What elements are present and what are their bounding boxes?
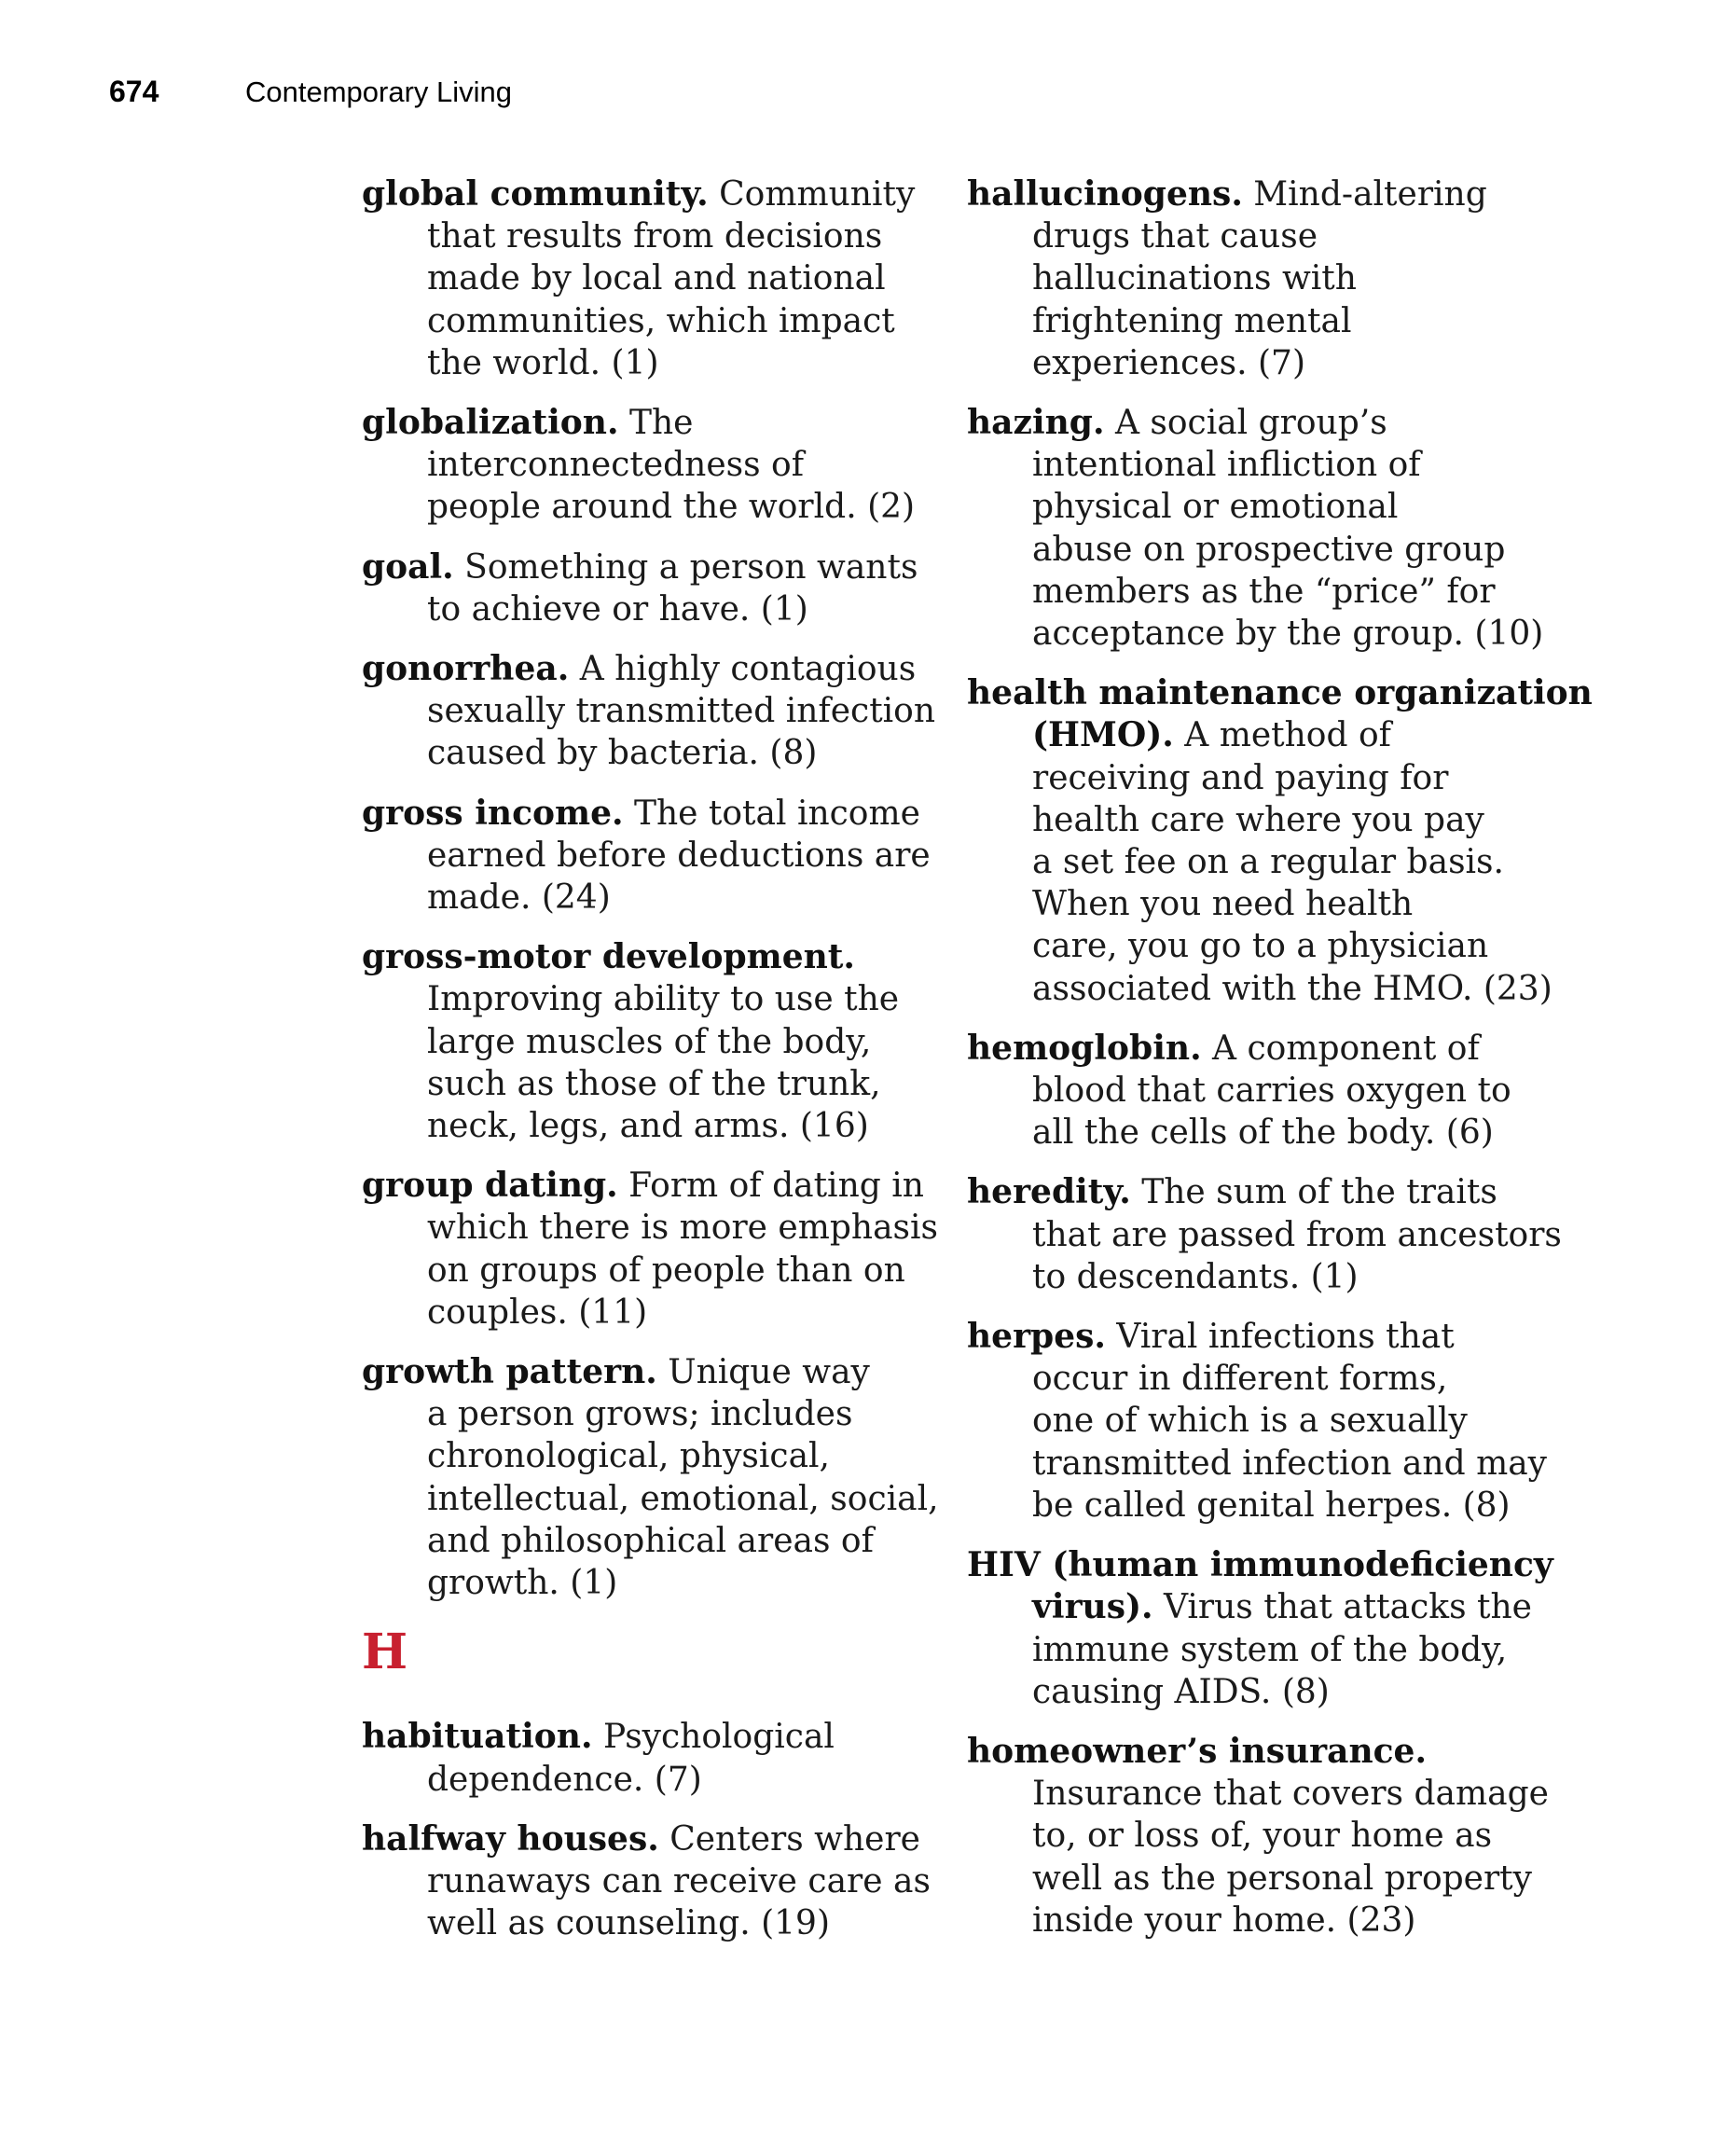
glossary-term: health maintenance organization — [967, 673, 1593, 713]
entry-line — [362, 1250, 931, 1292]
entry-line — [362, 1562, 931, 1604]
entry-line — [362, 978, 931, 1020]
glossary-entries-h-continued — [967, 173, 1593, 1942]
glossary-term: goal. — [362, 546, 454, 587]
entry-line — [362, 1292, 931, 1334]
entry-first-line — [967, 1544, 1553, 1586]
entry-line — [967, 215, 1545, 257]
glossary-entry — [362, 648, 936, 775]
entry-line — [967, 300, 1545, 342]
entry-line — [967, 799, 1545, 841]
definition-text: that are passed from ancestors — [1032, 1215, 1562, 1254]
entry-line — [967, 1586, 1545, 1628]
definition-text: made by local and national — [427, 259, 886, 298]
glossary-entry — [362, 793, 931, 919]
entry-line — [967, 1214, 1562, 1256]
entry-line — [362, 877, 931, 919]
entry-first-line — [362, 173, 931, 215]
entry-line — [967, 757, 1545, 799]
definition-text: large muscles of the body, — [427, 1022, 872, 1061]
definition-text: The total income — [623, 794, 920, 833]
glossary-entry — [362, 1818, 931, 1945]
section-letter-heading: H — [362, 1624, 408, 1681]
entry-line — [967, 1400, 1545, 1442]
definition-text: When you need health — [1032, 885, 1414, 924]
glossary-term: hallucinogens. — [967, 174, 1243, 214]
definition-text: to, or loss of, your home as — [1032, 1817, 1493, 1856]
definition-text: Psychological — [592, 1718, 835, 1757]
entry-first-line — [362, 1165, 931, 1207]
glossary-entries-h — [362, 1716, 931, 1944]
definition-text: health care where you pay — [1032, 800, 1484, 839]
entry-line — [362, 588, 931, 630]
entry-line — [967, 1070, 1545, 1112]
definition-text: earned before deductions are — [427, 836, 931, 875]
definition-text: drugs that cause — [1032, 217, 1318, 256]
entry-line — [967, 1629, 1545, 1671]
entry-line — [362, 1759, 931, 1801]
glossary-entry — [967, 1544, 1553, 1713]
entry-line — [362, 1860, 931, 1902]
entry-line — [362, 215, 931, 257]
glossary-column-left — [362, 173, 939, 1962]
entry-line — [362, 1902, 931, 1944]
definition-text: growth. (1) — [427, 1564, 618, 1603]
glossary-term: gross-motor development. — [362, 937, 855, 977]
definition-text: which there is more emphasis — [427, 1209, 939, 1248]
entry-first-line — [967, 1028, 1545, 1070]
definition-text: to descendants. (1) — [1032, 1257, 1359, 1296]
entry-first-line — [362, 402, 931, 444]
definition-text: inside your home. (23) — [1032, 1900, 1416, 1940]
glossary-entry — [967, 672, 1593, 1010]
entry-first-line — [362, 1351, 931, 1393]
entry-first-line — [362, 648, 931, 690]
definition-text: and philosophical areas of — [427, 1521, 874, 1560]
definition-text: dependence. (7) — [427, 1760, 702, 1799]
glossary-term: hazing. — [967, 403, 1105, 443]
running-title: Contemporary Living — [245, 76, 513, 108]
entry-line — [967, 529, 1545, 571]
definition-text: The — [618, 404, 694, 443]
definition-text: couples. (11) — [427, 1292, 648, 1332]
entry-line — [967, 883, 1545, 925]
entry-line — [967, 1773, 1549, 1815]
entry-line — [967, 968, 1552, 1010]
definition-text: intellectual, emotional, social, — [427, 1479, 939, 1518]
definition-text: sexually transmitted infection — [427, 692, 936, 731]
glossary-entry — [362, 936, 931, 1147]
glossary-term: global community. — [362, 174, 709, 214]
definition-text: care, you go to a physician — [1032, 927, 1489, 966]
glossary-entry — [362, 1716, 931, 1800]
glossary-term: gross income. — [362, 793, 624, 833]
glossary-entry — [967, 1731, 1549, 1942]
definition-text: made. (24) — [427, 878, 611, 918]
definition-text: Viral infections that — [1105, 1318, 1455, 1357]
definition-text: interconnectedness of — [427, 446, 805, 485]
definition-text: physical or emotional — [1032, 488, 1399, 527]
definition-text: such as those of the trunk, — [427, 1064, 881, 1103]
definition-text: on groups of people than on — [427, 1251, 905, 1290]
definition-text: a person grows; includes — [427, 1395, 853, 1434]
entry-line — [967, 1256, 1545, 1298]
glossary-entry — [967, 1171, 1562, 1298]
entry-line — [967, 925, 1545, 967]
entry-line — [362, 1393, 931, 1435]
glossary-term: hemoglobin. — [967, 1028, 1202, 1068]
entry-line — [362, 1063, 931, 1105]
definition-text: Unique way — [656, 1353, 870, 1392]
definition-text: Improving ability to use the — [427, 980, 900, 1019]
glossary-term: habituation. — [362, 1717, 593, 1757]
entry-line — [967, 1900, 1545, 1942]
definition-text: well as the personal property — [1032, 1859, 1532, 1898]
glossary-term: (HMO). — [1032, 715, 1174, 755]
glossary-entry — [362, 546, 931, 630]
entry-line — [967, 1671, 1545, 1713]
definition-text: Something a person wants — [453, 547, 918, 587]
entry-line — [362, 732, 931, 774]
entry-line — [967, 1815, 1545, 1857]
definition-text: frightening mental — [1032, 301, 1352, 340]
entry-line — [362, 1105, 931, 1147]
entry-line — [362, 1478, 939, 1520]
definition-text: The sum of the traits — [1130, 1173, 1497, 1212]
glossary-term: globalization. — [362, 403, 619, 443]
page-number: 674 — [109, 75, 159, 108]
glossary-column-right — [967, 173, 1593, 1959]
glossary-term: gonorrhea. — [362, 649, 570, 689]
definition-text: neck, legs, and arms. (16) — [427, 1107, 869, 1146]
glossary-term: growth pattern. — [362, 1352, 657, 1392]
glossary-entry — [362, 1165, 939, 1334]
definition-text: members as the “price” for — [1032, 572, 1496, 611]
definition-text: A component of — [1201, 1029, 1480, 1068]
entry-line — [362, 300, 931, 342]
entry-line — [967, 1485, 1545, 1527]
entry-line — [967, 1443, 1548, 1485]
entry-line — [362, 1207, 939, 1249]
glossary-entry — [967, 1028, 1545, 1154]
definition-text: causing AIDS. (8) — [1032, 1672, 1330, 1711]
glossary-entry — [362, 402, 931, 529]
entry-line — [967, 257, 1545, 299]
entry-line — [967, 714, 1545, 756]
definition-text: runaways can receive care as — [427, 1861, 931, 1900]
glossary-entry — [967, 402, 1545, 655]
entry-line — [362, 257, 931, 299]
entry-line — [967, 841, 1545, 883]
definition-text: all the cells of the body. (6) — [1032, 1113, 1494, 1153]
glossary-term: herpes. — [967, 1317, 1106, 1357]
glossary-entries-g — [362, 173, 939, 1604]
glossary-term: heredity. — [967, 1172, 1131, 1212]
entry-line — [362, 1021, 931, 1063]
definition-text: a set fee on a regular basis. — [1032, 843, 1504, 882]
entry-line — [362, 486, 931, 528]
definition-text: transmitted infection and may — [1032, 1444, 1548, 1483]
definition-text: one of which is a sexually — [1032, 1402, 1468, 1441]
definition-text: that results from decisions — [427, 217, 883, 256]
definition-text: Insurance that covers damage — [1032, 1775, 1549, 1814]
definition-text: the world. (1) — [427, 343, 659, 382]
entry-line — [967, 613, 1545, 655]
definition-text: acceptance by the group. (10) — [1032, 615, 1544, 654]
definition-text: A highly contagious — [569, 650, 917, 689]
entry-line — [967, 486, 1545, 528]
definition-text: A social group’s — [1104, 404, 1387, 443]
entry-line — [967, 1358, 1545, 1400]
entry-first-line — [362, 793, 931, 835]
entry-line — [967, 1112, 1545, 1154]
definition-text: associated with the HMO. (23) — [1032, 969, 1552, 1008]
entry-first-line — [967, 402, 1545, 444]
definition-text: blood that carries oxygen to — [1032, 1071, 1511, 1111]
glossary-term: group dating. — [362, 1166, 618, 1206]
entry-first-line — [967, 1171, 1545, 1213]
page-header — [109, 75, 512, 121]
glossary-entry — [967, 1316, 1548, 1527]
entry-first-line — [362, 936, 931, 978]
entry-first-line — [967, 672, 1593, 714]
glossary-entry — [967, 173, 1545, 384]
definition-text: intentional infliction of — [1032, 446, 1421, 485]
definition-text: Virus that attacks the — [1152, 1588, 1532, 1627]
definition-text: Community — [708, 175, 916, 214]
entry-line — [967, 571, 1545, 613]
glossary-term: halfway houses. — [362, 1818, 659, 1859]
definition-text: to achieve or have. (1) — [427, 589, 808, 629]
definition-text: receiving and paying for — [1032, 758, 1449, 797]
definition-text: occur in different forms, — [1032, 1360, 1448, 1399]
entry-first-line — [967, 1316, 1545, 1358]
entry-line — [967, 1858, 1545, 1900]
entry-line — [967, 342, 1545, 384]
glossary-entry — [362, 173, 931, 384]
definition-text: hallucinations with — [1032, 259, 1357, 298]
glossary-term: virus). — [1032, 1587, 1153, 1627]
entry-first-line — [362, 546, 931, 588]
glossary-term: homeowner’s insurance. — [967, 1731, 1427, 1771]
entry-line — [362, 1435, 931, 1477]
definition-text: chronological, physical, — [427, 1437, 830, 1476]
definition-text: people around the world. (2) — [427, 488, 916, 527]
entry-line — [362, 444, 931, 486]
definition-text: experiences. (7) — [1032, 343, 1305, 382]
entry-first-line — [967, 1731, 1545, 1773]
entry-line — [362, 690, 936, 732]
entry-line — [967, 444, 1545, 486]
definition-text: well as counseling. (19) — [427, 1904, 830, 1943]
entry-line — [362, 342, 931, 384]
entry-line — [362, 835, 931, 877]
glossary-term: HIV (human immunodeficiency — [967, 1545, 1553, 1585]
definition-text: communities, which impact — [427, 301, 895, 340]
definition-text: Form of dating in — [617, 1167, 924, 1206]
entry-first-line — [362, 1716, 931, 1758]
definition-text: Centers where — [658, 1819, 920, 1859]
entry-line — [362, 1520, 931, 1562]
definition-text: Mind-altering — [1242, 175, 1487, 214]
definition-text: caused by bacteria. (8) — [427, 734, 818, 773]
definition-text: be called genital herpes. (8) — [1032, 1486, 1511, 1525]
definition-text: immune system of the body, — [1032, 1630, 1508, 1669]
entry-first-line — [967, 173, 1545, 215]
entry-first-line — [362, 1818, 931, 1860]
definition-text: abuse on prospective group — [1032, 530, 1506, 569]
definition-text: A method of — [1173, 716, 1391, 755]
glossary-entry — [362, 1351, 939, 1604]
